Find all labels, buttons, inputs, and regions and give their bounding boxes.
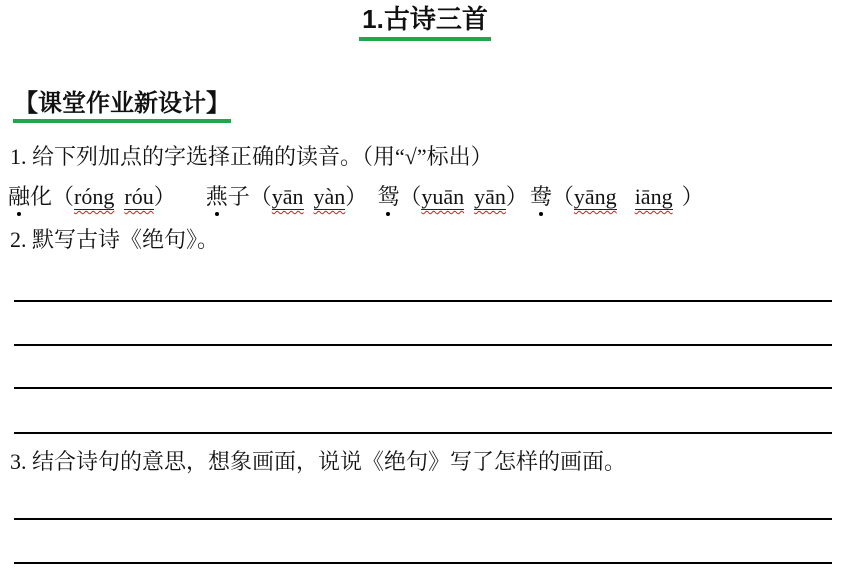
paren-open: （	[249, 184, 272, 209]
section-header: 【课堂作业新设计】	[13, 90, 231, 123]
word-group-yang	[530, 183, 704, 210]
word-group-yanzi	[206, 183, 368, 210]
answer-blank-line	[14, 518, 832, 520]
word-group-ronghua	[8, 183, 176, 210]
page-title: 1.古诗三首	[359, 4, 491, 41]
answer-blank-line	[14, 344, 832, 346]
paren-close: ）	[153, 184, 176, 209]
paren-close: ）	[681, 184, 704, 209]
answer-blank-line	[14, 432, 832, 434]
word-group-yuan	[377, 183, 528, 210]
dotted-char: 鸳	[377, 184, 400, 209]
dotted-char: 融	[8, 184, 31, 209]
paren-open: （	[399, 184, 422, 209]
answer-blank-line	[14, 562, 832, 564]
pinyin-option: iāng	[634, 184, 673, 209]
question-1: 1. 给下列加点的字选择正确的读音。（用“√”标出）	[10, 144, 493, 169]
paren-open: （	[52, 184, 75, 209]
pinyin-option: róu	[124, 184, 154, 209]
pinyin-option: yàn	[313, 184, 346, 209]
dotted-char: 燕	[205, 184, 228, 209]
paren-close: ）	[345, 184, 368, 209]
word-rest: 子	[227, 184, 250, 209]
pinyin-option: yān	[474, 184, 506, 209]
paren-close: ）	[505, 184, 528, 209]
title-row	[0, 4, 850, 41]
question-3: 3. 结合诗句的意思，想象画面，说说《绝句》写了怎样的画面。	[10, 449, 627, 474]
answer-blank-line	[14, 387, 832, 389]
dotted-char: 鸯	[529, 184, 552, 209]
pinyin-option: róng	[74, 184, 115, 209]
pinyin-option: yuān	[421, 184, 465, 209]
answer-blank-line	[14, 300, 832, 302]
pinyin-option: yān	[271, 184, 304, 209]
question-2: 2. 默写古诗《绝句》。	[10, 227, 220, 252]
pinyin-option: yāng	[573, 184, 617, 209]
pinyin-choice-line	[8, 183, 704, 210]
word-rest: 化	[30, 184, 53, 209]
paren-open: （	[551, 184, 574, 209]
